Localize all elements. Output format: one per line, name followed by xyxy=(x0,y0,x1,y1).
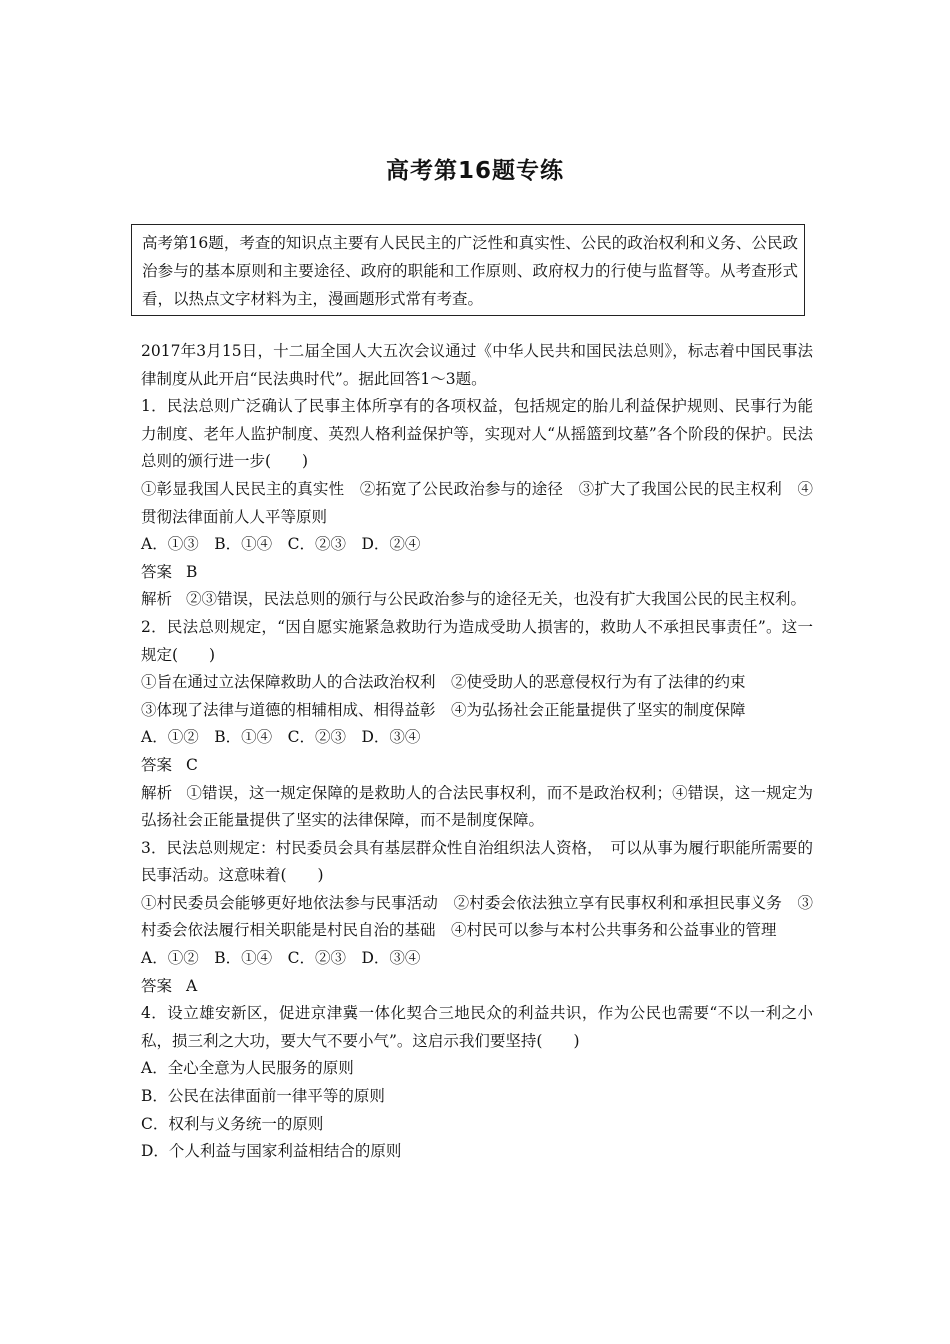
question-4-option-a: A．全心全意为人民服务的原则 xyxy=(141,1059,354,1078)
question-2-analysis-row xyxy=(141,780,813,835)
question-3-answer-row xyxy=(141,973,813,1001)
question-1-analysis-row xyxy=(141,586,813,614)
answer-label: 答案 xyxy=(141,562,173,581)
question-4-stem: 4．设立雄安新区，促进京津冀一体化契合三地民众的利益共识，作为公民也需要“不以一利之小私，损三利之大功，要大气不要小气”。这启示我们要坚持( ) xyxy=(141,1004,813,1050)
intro-text: 高考第16题，考查的知识点主要有人民民主的广泛性和真实性、公民的政治权利和义务、公民政治参与的基本原则和主要途径、政府的职能和工作原则、政府权力的行使与监督等。从考查形式看，以热点文字材料为主，漫画题形式常有考查。 xyxy=(142,234,798,308)
question-1-analysis: ②③错误，民法总则的颁行与公民政治参与的途径无关，也没有扩大我国公民的民主权利。 xyxy=(186,590,807,609)
question-2-answer: C xyxy=(186,755,198,774)
question-2-stem: 2．民法总则规定，“因自愿实施紧急救助行为造成受助人损害的，救助人不承担民事责任”。这一规定( ) xyxy=(141,617,813,664)
question-3-items: ①村民委员会能够更好地依法参与民事活动 ②村委会依法独立享有民事权利和承担民事义务 ③村委会依法履行相关职能是村民自治的基础 ④村民可以参与本村公共事务和公益事业的管理 xyxy=(141,893,813,940)
question-1-stem: 1．民法总则广泛确认了民事主体所享有的各项权益，包括规定的胎儿利益保护规则、民事行为能力制度、老年人监护制度、英烈人格利益保护等，实现对人“从摇篮到坟墓”各个阶段的保护。民法总则的颁行进一步( ) xyxy=(141,397,813,471)
question-2-answer-row xyxy=(141,752,813,780)
answer-label: 答案 xyxy=(141,976,173,995)
question-1-options: A．①③ B．①④ C．②③ D．②④ xyxy=(141,535,421,554)
question-1-answer-row xyxy=(141,559,813,587)
analysis-label: 解析 xyxy=(141,783,173,802)
page-title: 高考第16题专练 xyxy=(385,158,564,184)
question-1-items: ①彰显我国人民民主的真实性 ②拓宽了公民政治参与的途径 ③扩大了我国公民的民主权利 ④贯彻法律面前人人平等原则 xyxy=(141,479,813,526)
question-3-options: A．①② B．①④ C．②③ D．③④ xyxy=(141,949,421,968)
question-content xyxy=(141,338,813,1166)
question-3-answer: A xyxy=(186,976,198,995)
question-3-stem: 3．民法总则规定：村民委员会具有基层群众性自治组织法人资格， 可以从事为履行职能所需要的民事活动。这意味着( ) xyxy=(141,838,813,885)
question-2-items-line-2: ③体现了法律与道德的相辅相成、相得益彰 ④为弘扬社会正能量提供了坚实的制度保障 xyxy=(141,700,746,719)
question-4-option-c: C．权利与义务统一的原则 xyxy=(141,1114,324,1133)
intro-box xyxy=(131,224,805,316)
question-2-analysis: ①错误，这一规定保障的是救助人的合法民事权利，而不是政治权利；④错误，这一规定为弘扬社会正能量提供了坚实的法律保障，而不是制度保障。 xyxy=(141,783,813,830)
question-4-option-d: D．个人利益与国家利益相结合的原则 xyxy=(141,1142,402,1161)
analysis-label: 解析 xyxy=(141,590,173,609)
question-2-items-line-1: ①旨在通过立法保障救助人的合法政治权利 ②使受助人的恶意侵权行为有了法律的约束 xyxy=(141,673,746,692)
question-1-answer: B xyxy=(186,562,198,581)
answer-label: 答案 xyxy=(141,755,173,774)
question-2-options: A．①② B．①④ C．②③ D．③④ xyxy=(141,728,421,747)
question-4-option-b: B．公民在法律面前一律平等的原则 xyxy=(141,1087,385,1106)
material-text: 2017年3月15日，十二届全国人大五次会议通过《中华人民共和国民法总则》，标志着中国民事法律制度从此开启“民法典时代”。据此回答1～3题。 xyxy=(141,342,813,388)
